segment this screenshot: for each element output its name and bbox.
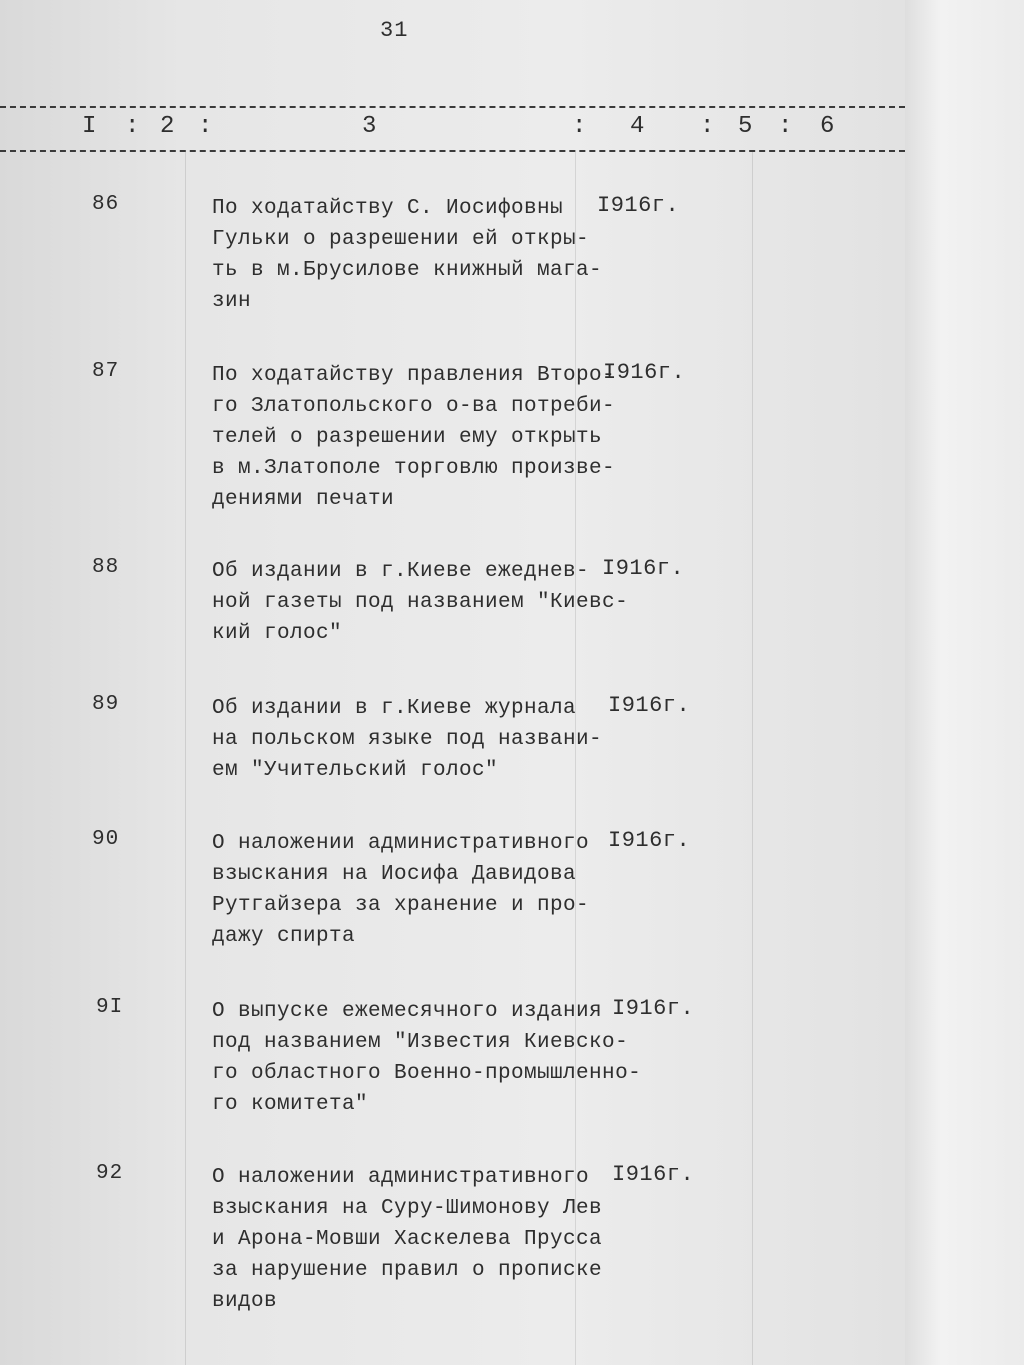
- entry-date: I916г.: [597, 193, 680, 218]
- column-header: 6: [820, 113, 835, 140]
- entry-title-line: взыскания на Иосифа Давидова: [212, 863, 577, 886]
- entry-title-line: дениями печати: [212, 488, 395, 511]
- entry-date: I916г.: [612, 996, 695, 1021]
- column-header: 4: [630, 113, 645, 140]
- entry-title-line: дажу спирта: [212, 925, 356, 948]
- entry-date: I916г.: [602, 556, 685, 581]
- entry-number: 92: [96, 1162, 124, 1185]
- entry-number: 86: [92, 193, 120, 216]
- entry-title-line: взыскания на Суру-Шимонову Лев: [212, 1197, 603, 1220]
- column-header: I: [82, 113, 97, 140]
- entry-title-line: кий голос": [212, 622, 343, 645]
- entry-title-line: видов: [212, 1290, 278, 1313]
- entry-title-line: О выпуске ежемесячного издания: [212, 1000, 603, 1023]
- entry-number: 90: [92, 828, 120, 851]
- column-divider: [185, 152, 186, 1365]
- entry-title-line: го комитета": [212, 1093, 369, 1116]
- column-header: 2: [160, 113, 175, 140]
- entry-title-line: По ходатайству правления Второ-: [212, 364, 616, 387]
- entry-title-line: О наложении административного: [212, 832, 590, 855]
- entry-title-line: го областного Военно-промышленно-: [212, 1062, 642, 1085]
- entry-title: [212, 193, 612, 317]
- column-separator: :: [572, 113, 587, 140]
- entry-title-line: Гульки о разрешении ей откры-: [212, 228, 590, 251]
- column-header: 5: [738, 113, 753, 140]
- column-header: 3: [362, 113, 377, 140]
- entry-title-line: на польском языке под названи-: [212, 728, 603, 751]
- entry-number: 87: [92, 360, 120, 383]
- entry-number: 9I: [96, 996, 124, 1019]
- entry-title: [212, 828, 612, 952]
- entry-date: I916г.: [608, 693, 691, 718]
- entry-title: [212, 1162, 612, 1317]
- entry-title-line: зин: [212, 290, 252, 313]
- entry-title-line: телей о разрешении ему открыть: [212, 426, 603, 449]
- header-top-rule: [0, 106, 905, 108]
- entry-title-line: Рутгайзера за хранение и про-: [212, 894, 590, 917]
- header-bottom-rule: [0, 150, 905, 152]
- entry-title-line: ть в м.Брусилове книжный мага-: [212, 259, 603, 282]
- entry-title: [212, 996, 642, 1120]
- entry-title-line: за нарушение правил о прописке: [212, 1259, 603, 1282]
- entry-title-line: ем "Учительский голос": [212, 759, 499, 782]
- column-separator: :: [778, 113, 793, 140]
- entry-title-line: го Златопольского о-ва потреби-: [212, 395, 616, 418]
- page-number: 31: [380, 18, 409, 43]
- entry-title-line: ной газеты под названием "Киевс-: [212, 591, 629, 614]
- column-divider: [752, 152, 753, 1365]
- entry-title-line: О наложении административного: [212, 1166, 590, 1189]
- entry-title-line: По ходатайству С. Иосифовны: [212, 197, 564, 220]
- column-separator: :: [700, 113, 715, 140]
- entry-title-line: Об издании в г.Киеве ежеднев-: [212, 560, 590, 583]
- entry-number: 89: [92, 693, 120, 716]
- column-separator: :: [125, 113, 140, 140]
- entry-title-line: под названием "Известия Киевско-: [212, 1031, 629, 1054]
- paper-edge: [905, 0, 1024, 1365]
- entry-title: [212, 556, 629, 649]
- entry-title: [212, 693, 612, 786]
- column-separator: :: [198, 113, 213, 140]
- entry-date: I916г.: [603, 360, 686, 385]
- entry-date: I916г.: [608, 828, 691, 853]
- entry-number: 88: [92, 556, 120, 579]
- entry-title-line: Об издании в г.Киеве журнала: [212, 697, 577, 720]
- entry-title-line: и Арона-Мовши Хаскелева Прусса: [212, 1228, 603, 1251]
- entry-title-line: в м.Златополе торговлю произве-: [212, 457, 616, 480]
- entry-date: I916г.: [612, 1162, 695, 1187]
- entry-title: [212, 360, 616, 515]
